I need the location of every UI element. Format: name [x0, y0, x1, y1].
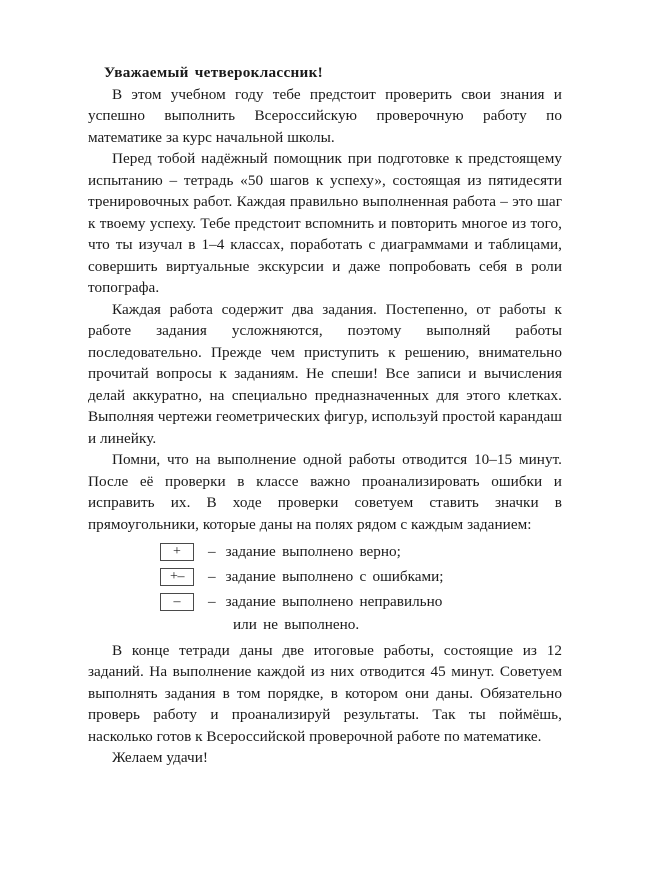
- legend-label-with-errors: задание выполнено с ошибками;: [225, 567, 444, 585]
- paragraph-timing-and-marks: Помни, что на выполнение одной работы отводится 10–15 минут. После её проверки в классе важно проанализировать ошибки и исправить их. В ходе проверки советуем ставить значки в прямоугольники, которые даны на полях рядом с каждым заданием:: [88, 451, 562, 533]
- plus-box-icon: +: [160, 543, 194, 561]
- paragraph-final-works: В конце тетради даны две итоговые работы, состоящие из 12 заданий. На выполнение каждой из них отводится 45 минут. Советуем выполнять задания в том порядке, в котором они даны. Обязательно проверь работу и проанализируй результаты. Так ты поймёшь, насколько готов к Всероссийской проверочной работе по математике.: [88, 641, 562, 745]
- legend-dash: –: [208, 567, 216, 585]
- legend-dash: –: [208, 592, 216, 610]
- legend-item-incorrect: [160, 589, 562, 614]
- grading-legend: [88, 539, 562, 636]
- paragraph-about-notebook: Перед тобой надёжный помощник при подготовке к предстоящему испытанию – тетрадь «50 шагов к успеху», состоящая из пятидесяти тренировочных работ. Каждая правильно выполненная работа – это шаг к твоему успеху. Тебе предстоит вспомнить и повторить многое из того, что ты изучал в 1–4 классах, поработать с диаграммами и таблицами, совершить виртуальные экскурсии и даже попробовать себя в роли топографа.: [88, 150, 562, 296]
- paragraph-work-structure: Каждая работа содержит два задания. Постепенно, от работы к работе задания усложняются, поэтому выполняй работы последовательно. Прежде чем приступить к решению, внимательно прочитай вопросы к заданиям. Не спеши! Все записи и вычисления делай аккуратно, на специально предназначенных для этого клетках. Выполняя чертежи геометрических фигур, используй простой карандаш и линейку.: [88, 300, 562, 447]
- legend-dash: –: [208, 542, 216, 560]
- text-body: [88, 62, 562, 769]
- legend-item-correct: [160, 539, 562, 564]
- legend-label-correct: задание выполнено верно;: [225, 542, 401, 560]
- minus-box-icon: –: [160, 593, 194, 611]
- plus-minus-box-icon: +–: [160, 568, 194, 586]
- legend-label-incorrect: задание выполнено неправильно: [225, 592, 443, 610]
- paragraph-intro: В этом учебном году тебе предстоит проверить свои знания и успешно выполнить Всероссийскую проверочную работу по математике за курс начальной школы.: [88, 85, 562, 146]
- page-heading: Уважаемый четвероклассник!: [104, 64, 323, 81]
- legend-item-with-errors: [160, 564, 562, 589]
- legend-label-incorrect-continuation: или не выполнено.: [233, 616, 360, 633]
- paragraph-good-luck: Желаем удачи!: [112, 749, 209, 766]
